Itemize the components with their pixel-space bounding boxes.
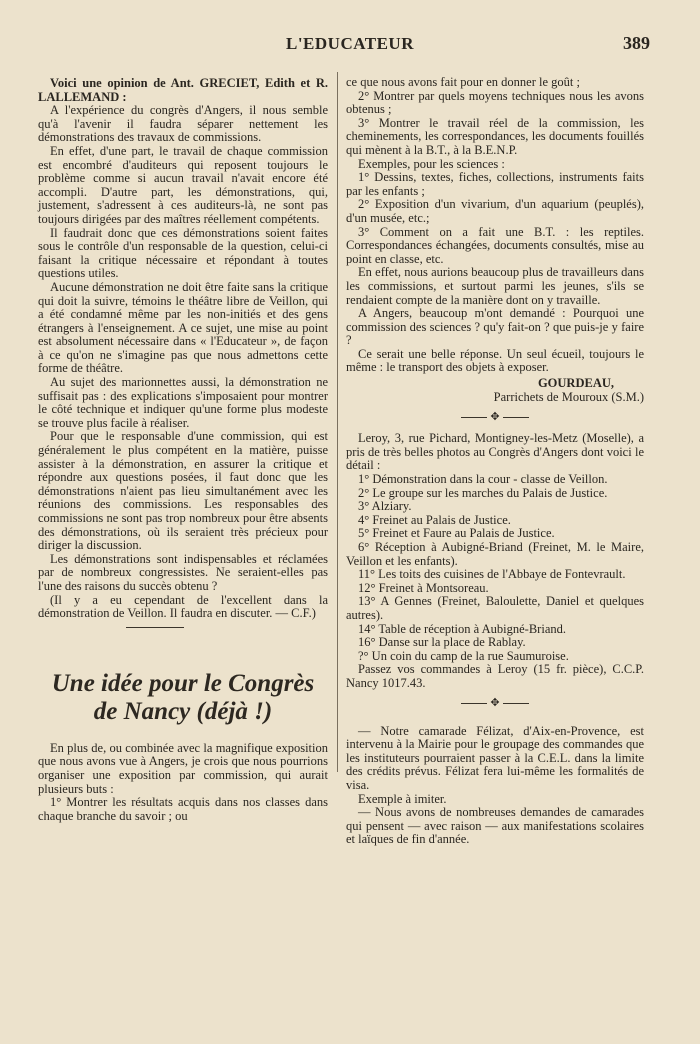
paragraph: 1° Montrer les résultats acquis dans nos classes dans chaque branche du savoir ; ou bbox=[38, 795, 328, 823]
right-column bbox=[346, 76, 644, 847]
paragraph: 3° Montrer le travail réel de la commission, les cheminements, les correspondances, les documents fouillés qui mènent à la B.T., à la B.E.N.P. bbox=[346, 115, 644, 157]
ornament-rule bbox=[461, 703, 487, 704]
photo-item: 4° Freinet au Palais de Justice. bbox=[358, 512, 511, 527]
paragraph: Au sujet des marionnettes aussi, la démonstration ne suffisait pas : des explications s'imposaient pour montrer le côté technique et indiquer qu'une forme plus modeste se trouve plus facile à réaliser. bbox=[38, 375, 328, 430]
paragraph: A Angers, beaucoup m'ont demandé : Pourquoi une commission des sciences ? qu'y fait-on ? que puis-je y faire ? bbox=[346, 306, 644, 348]
photo-item: 6° Réception à Aubigné-Briand (Freinet, M. le Maire, Veillon et les enfants). bbox=[346, 540, 644, 568]
paragraph: Pour que le responsable d'une commission, qui est généralement le plus compétent en la matière, puisse assister à la démonstration, en assurer la critique et répondre aux questions posées, il faut donc que les démonstrations n'aient pas lieu simultanément avec les réunions des commissions. Les responsables des commissions ne sont pas trop nombreux pour être absents des démonstrations, où ils seraient très précieux pour diriger la discussion. bbox=[38, 429, 328, 553]
ornament-rule bbox=[461, 417, 487, 418]
paragraph: Aucune démonstration ne doit être faite sans la critique qui doit la suivre, témoins le théâtre libre de Veillon, qui a été condamné même par les non-initiés et des gens étrangers à l'enseignement. A ce sujet, une mise au point est absolument nécessaire dans « l'Educateur », de façon à ce qu'on ne s'imagine pas que nous admettons cette forme de théâtre. bbox=[38, 279, 328, 376]
ornament-rule bbox=[503, 703, 529, 704]
page-number: 389 bbox=[623, 33, 650, 53]
paragraph: — Nous avons de nombreuses demandes de camarades qui pensent — avec raison — aux manifestations scolaires et laïques de fin d'année. bbox=[346, 805, 644, 847]
photo-item: 2° Le groupe sur les marches du Palais de Justice. bbox=[358, 485, 608, 500]
ornament-icon: ✥ bbox=[490, 410, 500, 423]
paragraph: 2° Exposition d'un vivarium, d'un aquarium (peuplés), d'un musée, etc.; bbox=[346, 197, 644, 225]
column-divider bbox=[337, 72, 338, 772]
paragraph: 3° Comment on a fait une B.T. : les reptiles. Correspondances échangées, documents consultés, mise au point en classe, etc. bbox=[346, 224, 644, 266]
paragraph: En effet, d'une part, le travail de chaque commission est encombré d'auditeurs qui reposent toujours le problème comme si aucun travail n'avait encore été accompli. D'autre part, les démonstrations, qui, justement, s'adressent à ces auditeurs-là, ne sont pas toujours dirigées par des maîtres réellement compétents. bbox=[38, 143, 328, 226]
signature-name: GOURDEAU, bbox=[537, 376, 614, 391]
paragraph: 1° Dessins, textes, fiches, collections, instruments faits par les enfants ; bbox=[346, 170, 644, 198]
article-title-line-2: de Nancy (déjà !) bbox=[93, 697, 273, 725]
photo-item: 3° Alziary. bbox=[358, 499, 412, 514]
paragraph: Leroy, 3, rue Pichard, Montigney-les-Metz (Moselle), a pris de très belles photos au Congrès d'Angers dont voici le détail : bbox=[346, 431, 644, 473]
photo-item: ?° Un coin du camp de la rue Saumuroise. bbox=[358, 648, 569, 663]
section-ornament bbox=[346, 410, 644, 424]
paragraph: — Notre camarade Félizat, d'Aix-en-Provence, est intervenu à la Mairie pour le groupage des commandes que les instituteurs pourraient passer à la C.E.L. dans la limite des crédits prévus. Félizat fera lui-même les formalités de visa. bbox=[346, 723, 644, 792]
editor-note: (Il y a eu cependant de l'excellent dans la démonstration de Veillon. Il faudra en discuter. — C.F.) bbox=[38, 592, 328, 621]
signature-place: Parrichets de Mouroux (S.M.) bbox=[493, 389, 644, 404]
paragraph: A l'expérience du congrès d'Angers, il nous semble qu'à l'avenir il faudra séparer nettement les démonstrations des travaux de commissions. bbox=[38, 103, 328, 145]
photo-item: 12° Freinet à Montsoreau. bbox=[358, 580, 489, 595]
paragraph: Il faudrait donc que ces démonstrations soient faites sous le contrôle d'un responsable de la question, celui-ci faisant la critique nécessaire et répondant à toutes questions utiles. bbox=[38, 225, 328, 281]
paragraph: 2° Montrer par quels moyens techniques nous les avons obtenus ; bbox=[346, 88, 644, 117]
ornament-icon: ✥ bbox=[490, 697, 500, 710]
paragraph: En plus de, ou combinée avec la magnifique exposition que nous avons vue à Angers, je crois que nous pourrions organiser une exposition par commission, qui aurait plusieurs buts : bbox=[38, 740, 328, 796]
paragraph: Exemple à imiter. bbox=[358, 791, 447, 806]
paragraph: En effet, nous aurions beaucoup plus de travailleurs dans les commissions, et surtout parmi les jeunes, s'ils se rendaient compte de la manière dont on y travaille. bbox=[346, 265, 644, 307]
order-info: Passez vos commandes à Leroy (15 fr. pièce), C.C.P. Nancy 1017.43. bbox=[346, 662, 644, 690]
paragraph: ce que nous avons fait pour en donner le goût ; bbox=[346, 75, 580, 89]
section-ornament bbox=[346, 697, 644, 711]
opinion-intro: Voici une opinion de Ant. GRECIET, Edith et R. LALLEMAND : bbox=[38, 76, 328, 104]
photo-item: 14° Table de réception à Aubigné-Briand. bbox=[358, 621, 566, 636]
photo-item: 5° Freinet et Faure au Palais de Justice. bbox=[358, 526, 555, 541]
paragraph: Ce serait une belle réponse. Un seul écueil, toujours le même : le transport des objets à exposer. bbox=[346, 346, 644, 375]
ornament-rule bbox=[503, 417, 529, 418]
photo-item: 13° A Gennes (Freinet, Baloulette, Daniel et quelques autres). bbox=[346, 594, 644, 622]
article-title bbox=[38, 670, 328, 726]
running-header-title: L'EDUCATEUR bbox=[286, 34, 414, 53]
paragraph: Exemples, pour les sciences : bbox=[358, 156, 505, 171]
left-column bbox=[38, 77, 328, 823]
photo-item: 16° Danse sur la place de Rablay. bbox=[358, 635, 526, 650]
photo-item: 1° Démonstration dans la cour - classe de Veillon. bbox=[358, 472, 608, 487]
paragraph: Les démonstrations sont indispensables et réclamées par de nombreux congressistes. Ne seraient-elles pas l'une des raisons du succès obtenu ? bbox=[38, 551, 328, 593]
end-rule bbox=[126, 627, 184, 628]
photo-item: 11° Les toits des cuisines de l'Abbaye de Fontevrault. bbox=[358, 567, 626, 582]
article-title-line-1: Une idée pour le Congrès bbox=[51, 669, 315, 697]
